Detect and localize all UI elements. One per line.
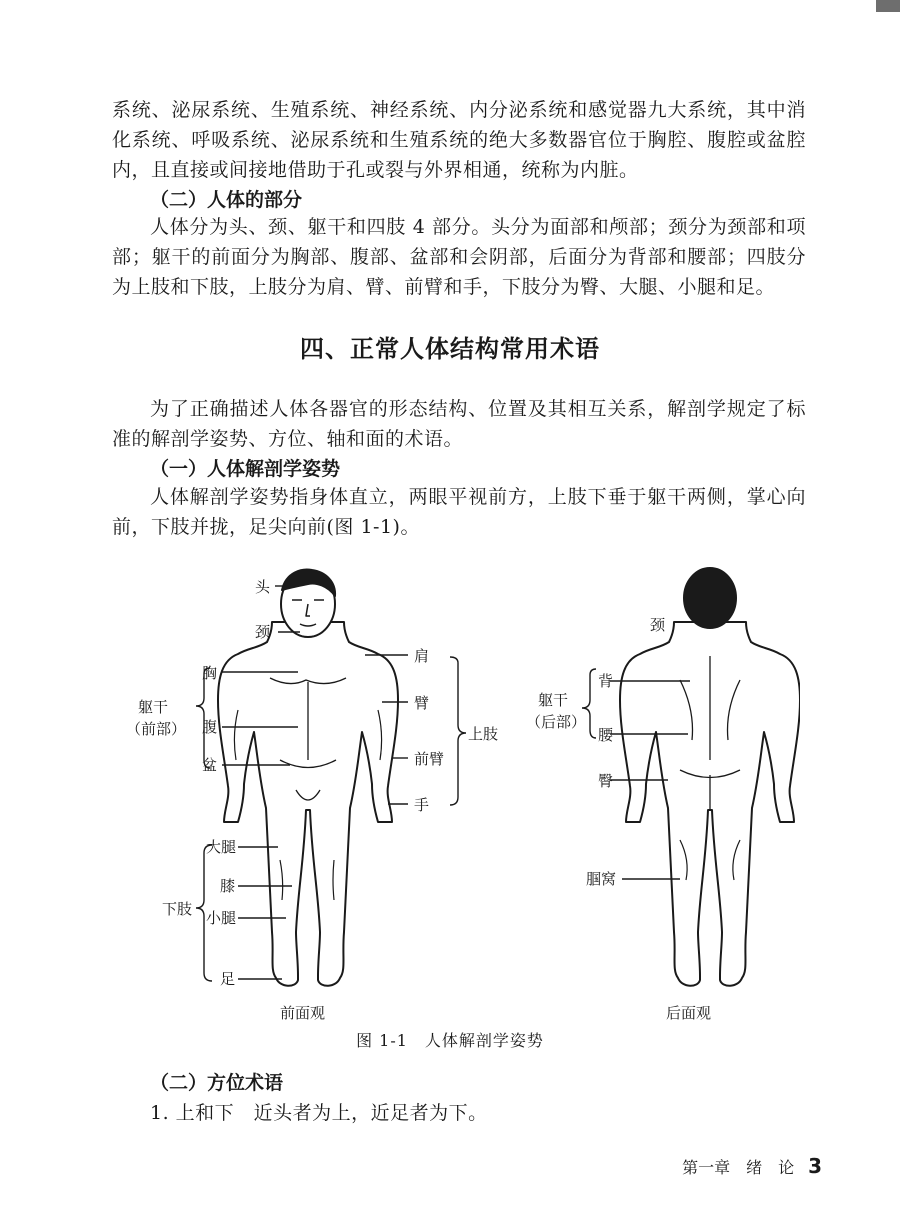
- back-body-illustration: [620, 568, 800, 986]
- paragraph-body-parts: 人体分为头、颈、躯干和四肢 4 部分。头分为面部和颅部；颈分为颈部和项部；躯干的前面分为胸部、腹部、盆部和会阴部，后面分为背部和腰部；四肢分为上肢和下肢，上肢分为肩、臂、前臂和手，下肢分为臀、大腿、小腿和足。: [112, 216, 806, 298]
- label-thigh: 大腿: [206, 838, 237, 856]
- label-trunk-back: （后部）: [526, 713, 587, 731]
- paragraph-terms-intro: 为了正确描述人体各器官的形态结构、位置及其相互关系，解剖学规定了标准的解剖学姿势、方位、轴和面的术语。: [112, 398, 806, 450]
- heading-direction-terms: （二）方位术语: [150, 1072, 284, 1094]
- label-popliteal: 腘窝: [586, 870, 617, 888]
- label-shoulder: 肩: [414, 647, 430, 665]
- label-back: 背: [598, 672, 614, 690]
- label-upper-limb: 上肢: [468, 725, 499, 743]
- heading-anatomical-posture: （一）人体解剖学姿势: [150, 458, 341, 480]
- label-forearm: 前臂: [414, 750, 445, 768]
- section-title: 四、正常人体结构常用术语: [300, 335, 600, 363]
- label-lower-limb: 下肢: [162, 900, 193, 918]
- paragraph-anatomical-posture: 人体解剖学姿势指身体直立，两眼平视前方，上肢下垂于躯干两侧，掌心向前，下肢并拢，足尖向前(图 1-1)。: [112, 486, 806, 538]
- label-back-neck: 颈: [650, 616, 666, 634]
- paragraph-up-down: 1. 上和下 近头者为上，近足者为下。: [150, 1102, 488, 1124]
- paragraph-intro-continued: 系统、泌尿系统、生殖系统、神经系统、内分泌系统和感觉器九大系统，其中消化系统、呼吸系统、泌尿系统和生殖系统的绝大多数器官位于胸腔、腹腔或盆腔内，且直接或间接地借助于孔或裂与外界相通，统称为内脏。: [112, 99, 806, 181]
- front-body-illustration: [218, 570, 398, 986]
- chapter-label: 第一章 绪 论: [682, 1158, 795, 1177]
- label-back-trunk: 躯干: [538, 691, 569, 709]
- label-abdomen: 腹: [202, 718, 218, 736]
- corner-tab: [876, 0, 900, 12]
- label-leg: 小腿: [206, 909, 237, 927]
- label-pelvis: 盆: [202, 756, 218, 774]
- label-hand: 手: [414, 796, 430, 814]
- label-chest: 胸: [202, 664, 218, 682]
- heading-body-parts: （二）人体的部分: [150, 189, 303, 211]
- label-trunk: 躯干: [138, 698, 169, 716]
- label-knee: 膝: [220, 877, 236, 895]
- label-neck: 颈: [255, 623, 271, 641]
- label-back-view: 后面观: [666, 1004, 712, 1022]
- anatomical-position-figure: [120, 560, 800, 1025]
- label-loin: 腰: [598, 726, 614, 744]
- page-number: 3: [808, 1154, 822, 1178]
- label-head: 头: [255, 578, 271, 596]
- label-buttock: 臀: [598, 772, 614, 790]
- page-footer: [682, 1154, 822, 1178]
- label-arm: 臂: [414, 694, 430, 712]
- label-foot: 足: [220, 970, 236, 988]
- label-trunk-front: （前部）: [126, 720, 187, 738]
- label-front-view: 前面观: [280, 1004, 326, 1022]
- figure-caption: 图 1-1 人体解剖学姿势: [356, 1031, 544, 1050]
